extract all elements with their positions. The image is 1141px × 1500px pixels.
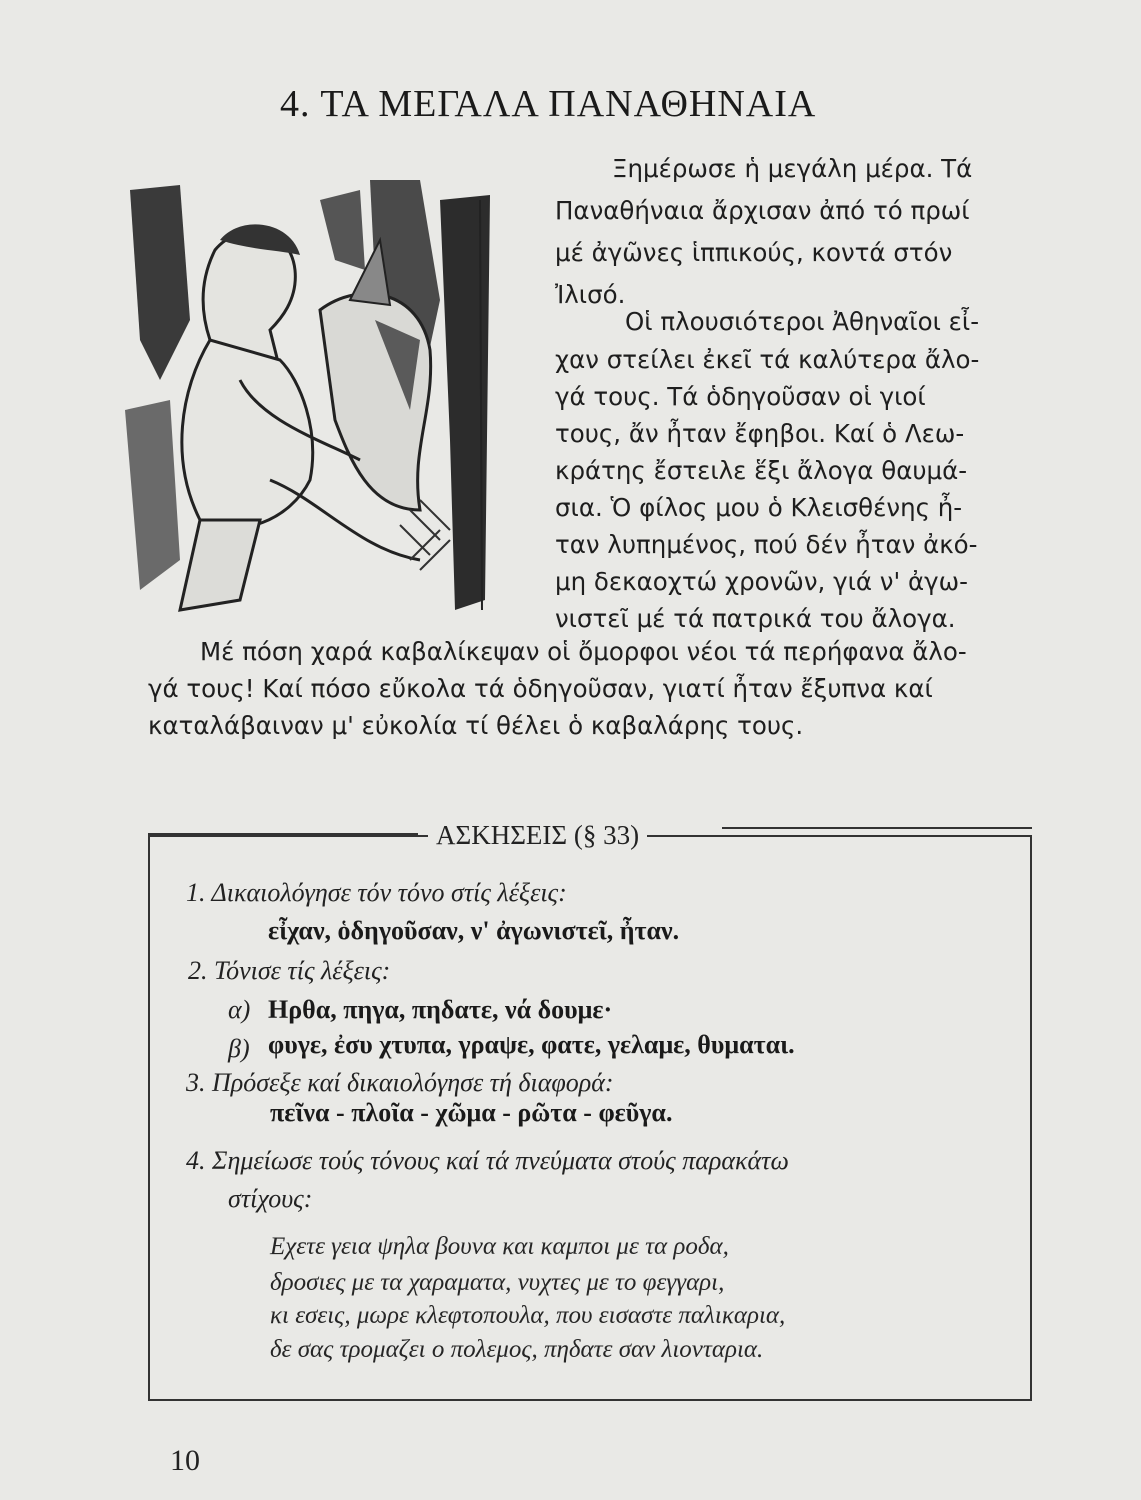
story-line: Παναθήναια ἄρχισαν ἀπό τό πρωί [555,196,970,225]
story-line: χαν στείλει ἐκεῖ τά καλύτερα ἄλο- [555,345,980,374]
verse-line: Εχετε γεια ψηλα βουνα και καμποι με τα ροδα, [270,1233,729,1260]
story-line: καταλάβαιναν μ' εὐκολία τί θέλει ὁ καβαλάρης τους. [148,711,804,740]
boy-riding-horse-illustration [120,180,495,620]
story-line: κράτης ἔστειλε ἕξι ἄλογα θαυμά- [555,456,968,485]
story-line: Μέ πόση χαρά καβαλίκεψαν οἱ ὄμορφοι νέοι τά περήφανα ἄλο- [200,637,967,666]
exercises-header: ΑΣΚΗΣΕΙΣ (§ 33) [428,820,647,851]
header-rule-left [148,833,418,835]
exercise-4-prompt-cont: στίχους: [228,1184,313,1213]
story-line: μη δεκαοχτώ χρονῶν, γιά ν' ἀγω- [555,567,969,596]
story-line: νιστεῖ μέ τά πατρικά του ἄλογα. [555,604,956,633]
header-rule-right [722,827,1032,829]
story-line: τους, ἄν ἦταν ἔφηβοι. Καί ὁ Λεω- [555,419,965,448]
story-line: σια. Ὁ φίλος μου ὁ Κλεισθένης ἦ- [555,493,963,522]
exercise-2-prompt: 2. Τόνισε τίς λέξεις: [188,956,391,985]
story-line: Ἰλισό. [555,280,626,309]
exercise-2b-words: φυγε, ἐσυ χτυπα, γραψε, φατε, γελαμε, θυμαται. [268,1030,795,1059]
story-line: Οἱ πλουσιότεροι Ἀθηναῖοι εἶ- [625,307,980,336]
chapter-title: 4. ΤΑ ΜΕΓΑΛΑ ΠΑΝΑΘΗΝΑΙΑ [280,83,817,125]
exercise-3-prompt: 3. Πρόσεξε καί δικαιολόγησε τή διαφορά: [186,1068,614,1097]
exercise-1-words: εἶχαν, ὁδηγοῦσαν, ν' ἀγωνιστεῖ, ἦταν. [268,916,680,945]
story-line: Ξημέρωσε ἡ μεγάλη μέρα. Τά [612,154,973,183]
verse-line: δε σας τρομαζει ο πολεμος, πηδατε σαν λιονταρια. [270,1336,764,1363]
story-line: μέ ἀγῶνες ἱππικούς, κοντά στόν [555,238,953,267]
exercise-2a-words: Ηρθα, πηγα, πηδατε, νά δουμε· [268,995,613,1024]
exercise-4-prompt: 4. Σημείωσε τούς τόνους καί τά πνεύματα στούς παρακάτω [186,1146,789,1175]
verse-line: δροσιες με τα χαραματα, νυχτες με το φεγγαρι, [270,1269,725,1296]
exercise-3-words: πεῖνα - πλοῖα - χῶμα - ρῶτα - φεῦγα. [270,1098,673,1127]
story-line: ταν λυπημένος, πού δέν ἦταν ἀκό- [555,530,978,559]
story-line: γά τους! Καί πόσο εὔκολα τά ὁδηγοῦσαν, γιατί ἦταν ἔξυπνα καί [148,674,933,703]
story-line: γά τους. Τά ὁδηγοῦσαν οἱ γιοί [555,382,926,411]
exercise-1-prompt: 1. Δικαιολόγησε τόν τόνο στίς λέξεις: [186,878,567,907]
page-number: 10 [170,1444,200,1477]
exercise-2b-label: β) [228,1034,250,1063]
exercise-2a-label: α) [228,995,251,1024]
verse-line: κι εσεις, μωρε κλεφτοπουλα, που εισαστε παλικαρια, [270,1302,786,1329]
